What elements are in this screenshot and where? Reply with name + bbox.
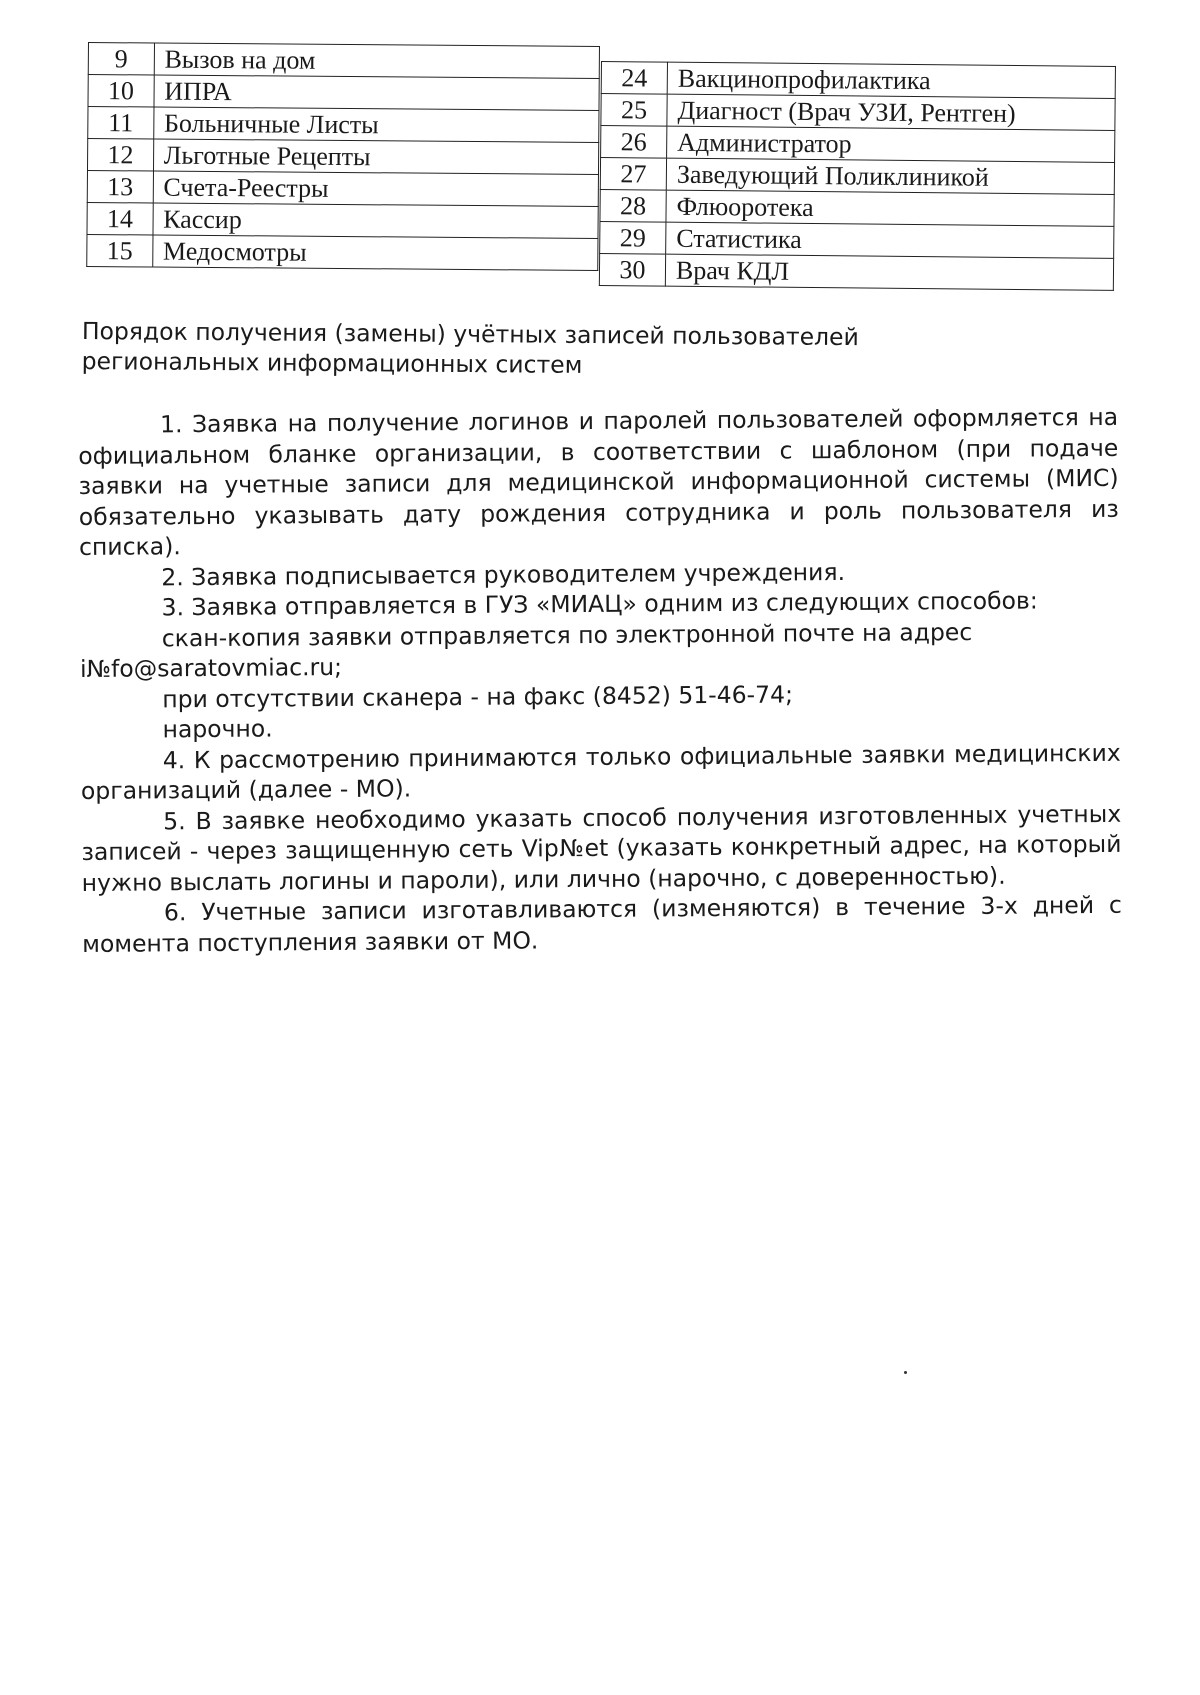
role-name: Диагност (Врач УЗИ, Рентген) xyxy=(667,94,1115,130)
role-name: Медосмотры xyxy=(152,235,598,270)
table-row xyxy=(601,62,1115,99)
role-name: Вакцинопрофилактика xyxy=(667,62,1115,98)
role-name: Льготные Рецепты xyxy=(153,139,599,174)
paragraph-3c: нарочно. xyxy=(162,714,273,744)
role-number: 13 xyxy=(87,170,153,203)
paragraph-3: 3. Заявка отправляется в ГУЗ «МИАЦ» одним из следующих способов: xyxy=(161,586,1038,622)
role-name: Администратор xyxy=(667,126,1115,162)
roles-table-right xyxy=(599,61,1116,291)
table-row xyxy=(88,43,599,79)
scan-speck xyxy=(904,1371,907,1374)
role-number: 12 xyxy=(87,139,153,172)
role-number: 10 xyxy=(88,75,154,108)
role-name: Вызов на дом xyxy=(154,43,600,78)
paragraph-1: 1. Заявка на получение логинов и паролей пользователей оформляется на официальном бланке организации, в соответствии с шаблоном (при подаче заявки на учетные записи для медицинской информационной системы (МИС) обязательно указывать дату рождения сотрудника и роль пользователя из списка). xyxy=(78,402,1119,561)
paragraph-2: 2. Заявка подписывается руководителем учреждения. xyxy=(161,557,846,591)
role-number: 28 xyxy=(600,189,666,222)
role-name: Кассир xyxy=(153,203,599,238)
role-number: 14 xyxy=(87,202,153,235)
table-row xyxy=(87,234,598,270)
role-number: 25 xyxy=(601,94,667,127)
role-name: Врач КДЛ xyxy=(665,254,1113,290)
table-row xyxy=(88,107,599,143)
table-row xyxy=(599,253,1113,290)
paragraph-3a: скан-копия заявки отправляется по электронной почте на адрес xyxy=(161,617,973,652)
procedure-text xyxy=(78,402,1122,959)
role-name: Счета-Реестры xyxy=(153,171,599,206)
paragraph-5: 5. В заявке необходимо указать способ получения изготовленных учетных записей - через защищенную сеть Vip№et (указать конкретный адрес, на который нужно выслать логины и пароли), или лично (нарочно, с доверенностью). xyxy=(81,799,1122,897)
role-number: 11 xyxy=(88,107,154,140)
paragraph-3b: при отсутствии сканера - на факс (8452) 51-46-74; xyxy=(162,679,794,713)
table-row xyxy=(87,139,598,175)
role-number: 29 xyxy=(600,221,666,254)
table-row xyxy=(600,221,1114,258)
table-row xyxy=(601,94,1115,131)
paragraph-4: 4. К рассмотрению принимаются только официальные заявки медицинских организаций (далее - МО). xyxy=(80,738,1121,805)
table-row xyxy=(87,170,598,206)
role-number: 9 xyxy=(88,43,154,76)
role-number: 15 xyxy=(87,234,153,267)
roles-table-left xyxy=(86,42,600,271)
role-number: 26 xyxy=(601,126,667,159)
role-name: Флюоротека xyxy=(666,190,1114,226)
role-number: 30 xyxy=(599,253,665,286)
paragraph-6: 6. Учетные записи изготавливаются (изменяются) в течение 3-х дней с момента поступления заявки от МО. xyxy=(82,890,1123,958)
role-name: ИПРА xyxy=(154,75,600,110)
table-row xyxy=(601,126,1115,163)
role-name: Больничные Листы xyxy=(153,107,599,142)
table-row xyxy=(87,202,598,238)
email-address: i№fo@saratovmiac.ru; xyxy=(79,652,343,683)
table-row xyxy=(88,75,599,111)
role-number: 27 xyxy=(600,158,666,191)
table-row xyxy=(600,158,1114,195)
section-heading: Порядок получения (замены) учётных записей пользователей региональных информационных систем xyxy=(81,316,859,379)
role-name: Заведующий Поликлиникой xyxy=(666,158,1114,194)
table-row xyxy=(600,189,1114,226)
role-number: 24 xyxy=(601,62,667,95)
role-name: Статистика xyxy=(666,222,1114,258)
